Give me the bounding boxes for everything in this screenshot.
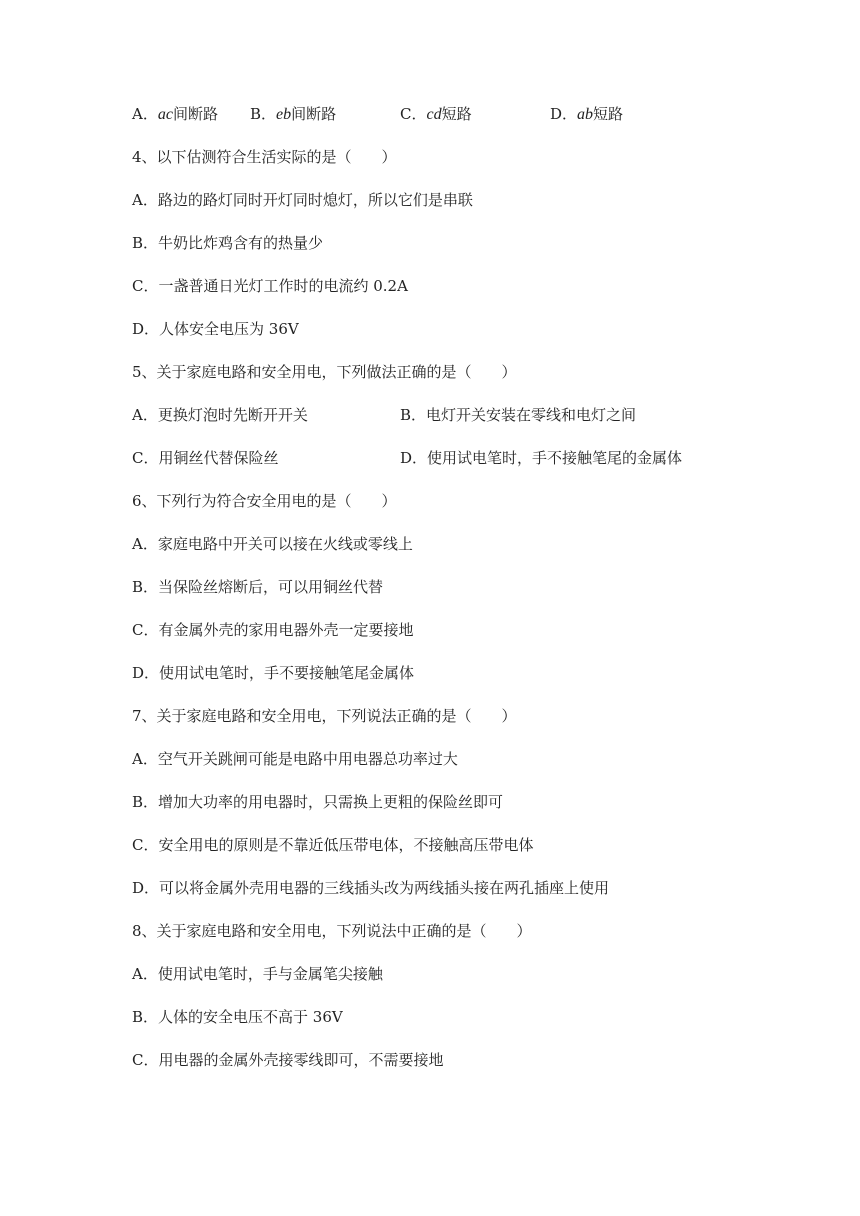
q3-option-a	[132, 104, 218, 125]
q7-option-b: B．增加大功率的用电器时，只需换上更粗的保险丝即可	[132, 793, 504, 811]
q4-option-c: C．一盏普通日光灯工作时的电流约 0.2A	[132, 277, 408, 295]
q6-option-b: B．当保险丝熔断后，可以用铜丝代替	[132, 578, 384, 596]
q8-option-c: C．用电器的金属外壳接零线即可，不需要接地	[132, 1051, 444, 1069]
q8-option-b: B．人体的安全电压不高于 36V	[132, 1008, 343, 1026]
q3-option-a-variable: ac	[157, 106, 173, 123]
q7-stem: 7、关于家庭电路和安全用电，下列说法正确的是（ ）	[132, 707, 517, 725]
q3-option-c-prefix: C．	[400, 105, 427, 123]
q7-option-d: D．可以将金属外壳用电器的三线插头改为两线插头接在两孔插座上使用	[132, 879, 610, 897]
q3-option-b-variable: eb	[276, 106, 292, 123]
q5-option-a: A．更换灯泡时先断开开关	[132, 406, 308, 424]
q3-option-a-prefix: A．	[132, 105, 158, 123]
q5-option-d: D．使用试电笔时，手不接触笔尾的金属体	[400, 449, 683, 467]
q3-option-d-text: 短路	[593, 105, 624, 123]
q8-stem: 8、关于家庭电路和安全用电，下列说法中正确的是（ ）	[132, 922, 532, 940]
q3-option-b-prefix: B．	[250, 105, 277, 123]
q8-option-a: A．使用试电笔时，手与金属笔尖接触	[132, 965, 383, 983]
q7-option-c: C．安全用电的原则是不靠近低压带电体，不接触高压带电体	[132, 836, 534, 854]
q3-option-c-variable: cd	[426, 106, 442, 123]
q5-stem: 5、关于家庭电路和安全用电，下列做法正确的是（ ）	[132, 363, 517, 381]
q3-option-c	[400, 104, 472, 125]
q3-option-c-text: 短路	[441, 105, 472, 123]
q5-option-b: B．电灯开关安装在零线和电灯之间	[400, 406, 637, 424]
q3-option-d	[550, 104, 623, 125]
q3-option-d-prefix: D．	[550, 105, 578, 123]
q7-option-a: A．空气开关跳闸可能是电路中用电器总功率过大	[132, 750, 458, 768]
q5-option-c: C．用铜丝代替保险丝	[132, 449, 279, 467]
q3-option-b-text: 间断路	[291, 105, 337, 123]
q3-option-a-text: 间断路	[172, 105, 218, 123]
q3-option-b	[250, 104, 336, 125]
q6-option-c: C．有金属外壳的家用电器外壳一定要接地	[132, 621, 414, 639]
q3-option-d-variable: ab	[577, 106, 594, 123]
q4-stem: 4、以下估测符合生活实际的是（ ）	[132, 148, 397, 166]
q6-option-a: A．家庭电路中开关可以接在火线或零线上	[132, 535, 413, 553]
q4-option-d: D．人体安全电压为 36V	[132, 320, 299, 338]
q6-stem: 6、下列行为符合安全用电的是（ ）	[132, 492, 397, 510]
q4-option-a: A．路边的路灯同时开灯同时熄灯，所以它们是串联	[132, 191, 473, 209]
q4-option-b: B．牛奶比炸鸡含有的热量少	[132, 234, 324, 252]
q6-option-d: D．使用试电笔时，手不要接触笔尾金属体	[132, 664, 415, 682]
